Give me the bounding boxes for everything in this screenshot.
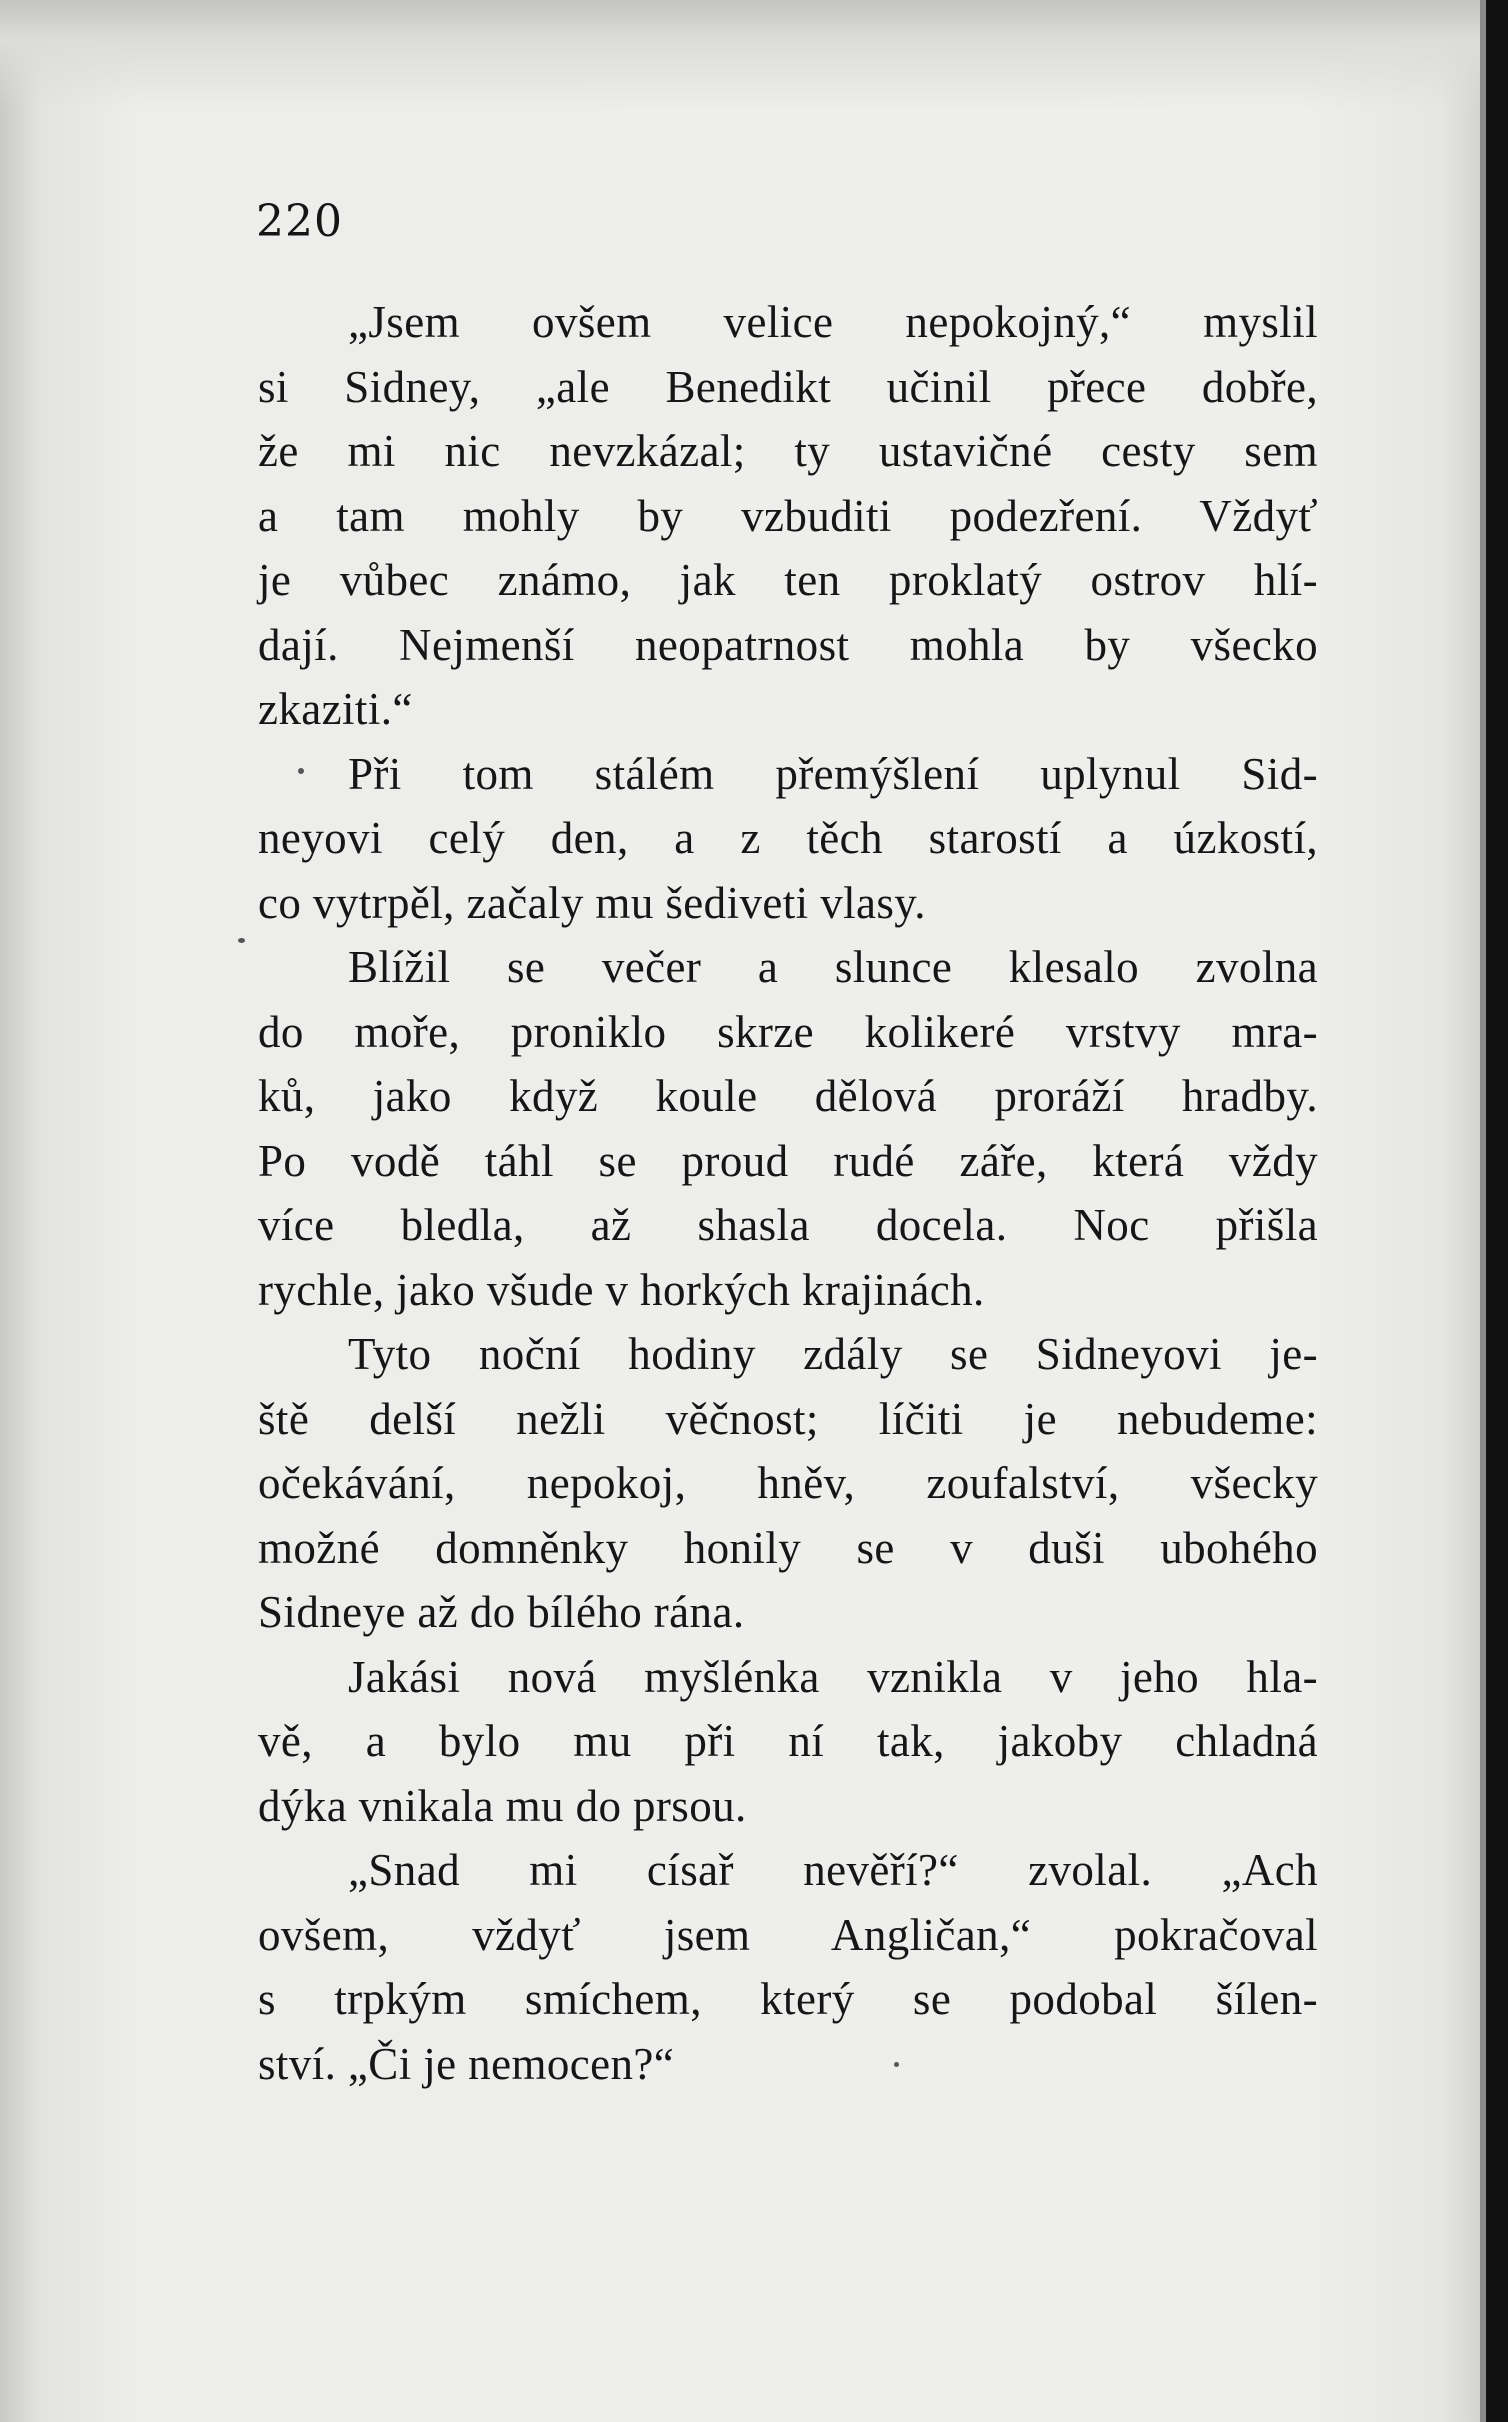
text-line: dýka vnikala mu do prsou. [258,1780,747,1831]
text-line: Jakási nová myšlénka vznikla v jeho hla- [348,1651,1318,1702]
text-line: ků, jako když koule dělová proráží hradby. [258,1071,1318,1121]
page-edge [1486,0,1508,2422]
text-line: dají. Nejmenší neopatrnost mohla by všecko [258,619,1318,670]
text-line: zkaziti.“ [258,684,413,734]
text-line: co vytrpěl, začaly mu šediveti vlasy. [258,877,926,928]
ink-speck [894,2062,899,2067]
text-line: že mi nic nevzkázal; ty ustavičné cesty sem [258,426,1318,476]
text-line: Sidneye až do bílého rána. [258,1587,745,1637]
top-shadow [0,0,1508,110]
text-line: Blížil se večer a slunce klesalo zvolna [348,942,1318,992]
text-line: ovšem, vždyť jsem Angličan,“ pokračoval [258,1909,1318,1960]
text-line: je vůbec známo, jak ten proklatý ostrov hlí- [258,555,1318,605]
text-line: do moře, proniklo skrze kolikeré vrstvy mra- [258,1006,1318,1057]
text-line: s trpkým smíchem, který se podobal šílen- [258,1974,1318,2024]
text-line: neyovi celý den, a z těch starostí a úzkostí, [258,813,1318,863]
page-number: 220 [256,196,343,247]
text-line: „Snad mi císař nevěří?“ zvolal. „Ach [348,1845,1318,1895]
text-line: Po vodě táhl se proud rudé záře, která vždy [258,1135,1318,1186]
ink-speck [238,938,245,943]
text-line: a tam mohly by vzbuditi podezření. Vždyť [258,490,1318,541]
text-line: rychle, jako všude v horkých krajinách. [258,1264,985,1315]
text-line: ště delší nežli věčnost; líčiti je nebudeme: [258,1393,1318,1444]
text-line: očekávání, nepokoj, hněv, zoufalství, všecky [258,1458,1318,1508]
body-text [258,290,1318,2096]
text-line: možné domněnky honily se v duši ubohého [258,1522,1318,1573]
text-line: více bledla, až shasla docela. Noc přišla [258,1200,1318,1250]
text-line: si Sidney, „ale Benedikt učinil přece dobře, [258,361,1318,412]
text-line: Při tom stálém přemýšlení uplynul Sid- [348,748,1318,799]
text-line: vě, a bylo mu při ní tak, jakoby chladná [258,1716,1318,1766]
text-line: ství. „Či je nemocen?“ [258,2038,675,2089]
ink-speck [298,768,304,774]
text-line: „Jsem ovšem velice nepokojný,“ myslil [348,297,1318,347]
text-line: Tyto noční hodiny zdály se Sidneyovi je- [348,1329,1318,1379]
